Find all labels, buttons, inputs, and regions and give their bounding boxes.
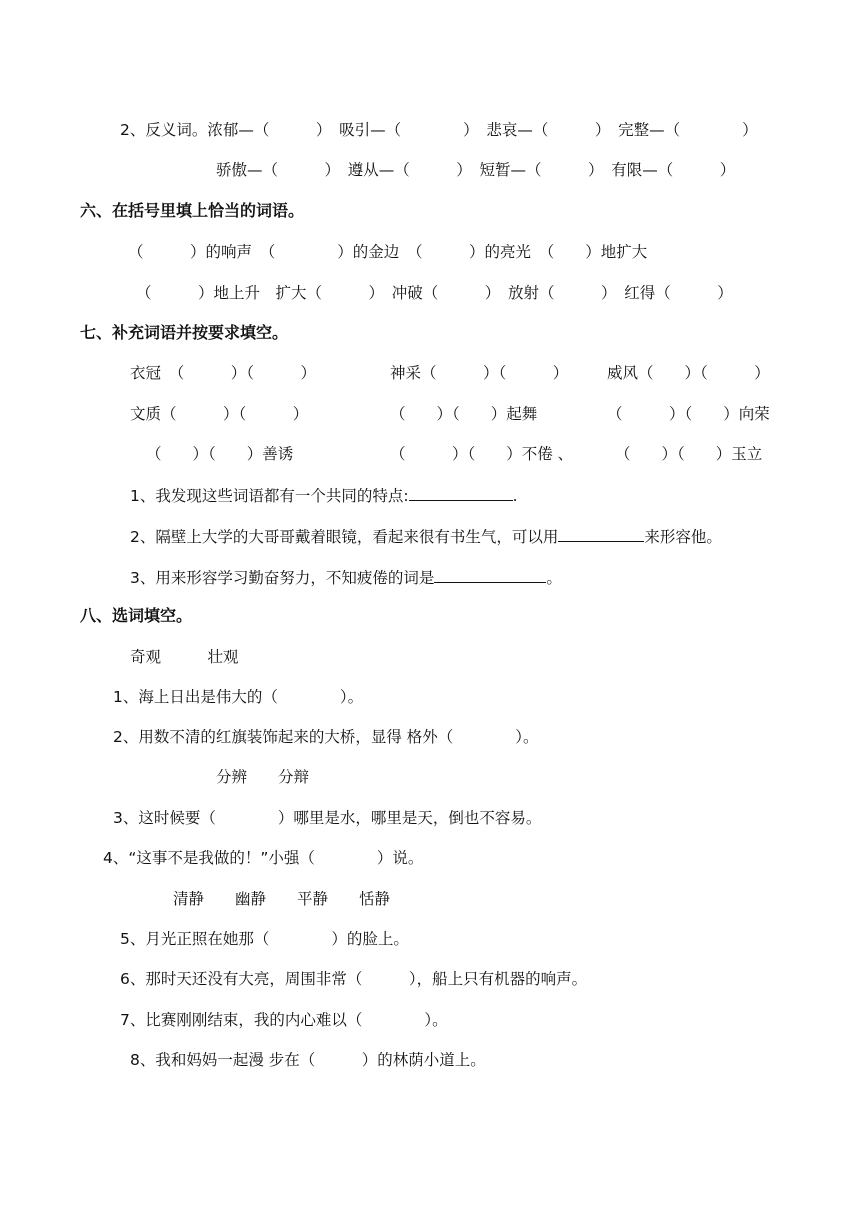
question-text: 1、我发现这些词语都有一个共同的特点: (130, 487, 409, 505)
question-8-6: 6、那时天还没有大亮，周围非常（ ），船上只有机器的响声。 (120, 970, 588, 988)
word-choices-2: 分辨 分辩 (216, 768, 310, 786)
antonym-line-2: 骄傲—（ ） 遵从—（ ） 短暂—（ ） 有限—（ ） (216, 161, 736, 179)
question-text: 3、用来形容学习勤奋努力，不知疲倦的词是 (130, 569, 435, 587)
idiom-item: 神采（ ）（ ） (390, 364, 569, 382)
question-8-7: 7、比赛刚刚结束，我的内心难以（ ）。 (120, 1011, 448, 1029)
question-7-3 (130, 566, 562, 588)
question-8-4: 4、“这事不是我做的！”小强（ ）说。 (103, 849, 424, 867)
answer-blank[interactable] (434, 566, 546, 583)
section-6-title: 六、在括号里填上恰当的词语。 (80, 201, 305, 220)
idiom-item: （ ）（ ）不倦 、 (390, 445, 574, 463)
idiom-item: 文质（ ）（ ） (130, 405, 309, 423)
question-8-3: 3、这时候要（ ）哪里是水，哪里是天，倒也不容易。 (113, 809, 542, 827)
word-choices-1: 奇观 壮观 (130, 648, 239, 666)
word-choices-3: 清静 幽静 平静 恬静 (173, 890, 391, 908)
question-text-end: 。 (546, 569, 562, 587)
question-7-1 (130, 484, 518, 506)
section-7-title: 七、补充词语并按要求填空。 (80, 323, 289, 342)
antonym-line-1: 2、反义词。浓郁—（ ） 吸引—（ ） 悲哀—（ ） 完整—（ ） (120, 121, 758, 139)
question-text: 2、隔壁上大学的大哥哥戴着眼镜，看起来很有书生气，可以用 (130, 528, 559, 546)
question-text-end: 来形容他。 (644, 528, 722, 546)
fill-phrase-row-1: （ ）的响声 （ ）的金边 （ ）的亮光 （ ）地扩大 (128, 243, 648, 261)
question-8-1: 1、海上日出是伟大的（ ）。 (113, 688, 364, 706)
idiom-item: （ ）（ ）起舞 (390, 405, 538, 423)
fill-phrase-row-2: （ ）地上升 扩大（ ） 冲破（ ） 放射（ ） 红得（ ） (136, 284, 733, 302)
section-8-title: 八、选词填空。 (80, 606, 193, 625)
idiom-item: （ ）（ ）善诱 (146, 445, 294, 463)
idiom-item: （ ）（ ）向荣 (607, 405, 770, 423)
answer-blank[interactable] (558, 525, 644, 542)
idiom-item: （ ）（ ）玉立 (615, 445, 763, 463)
question-8-2: 2、用数不清的红旗装饰起来的大桥，显得 格外（ ）。 (113, 728, 539, 746)
question-8-8: 8、我和妈妈一起漫 步在（ ）的林荫小道上。 (130, 1051, 486, 1069)
question-text-end: . (512, 487, 518, 505)
answer-blank[interactable] (409, 484, 513, 501)
question-7-2 (130, 525, 722, 547)
idiom-item: 威风（ ）（ ） (607, 364, 770, 382)
question-8-5: 5、月光正照在她那（ ）的脸上。 (120, 930, 409, 948)
idiom-item: 衣冠 （ ）（ ） (130, 364, 317, 382)
